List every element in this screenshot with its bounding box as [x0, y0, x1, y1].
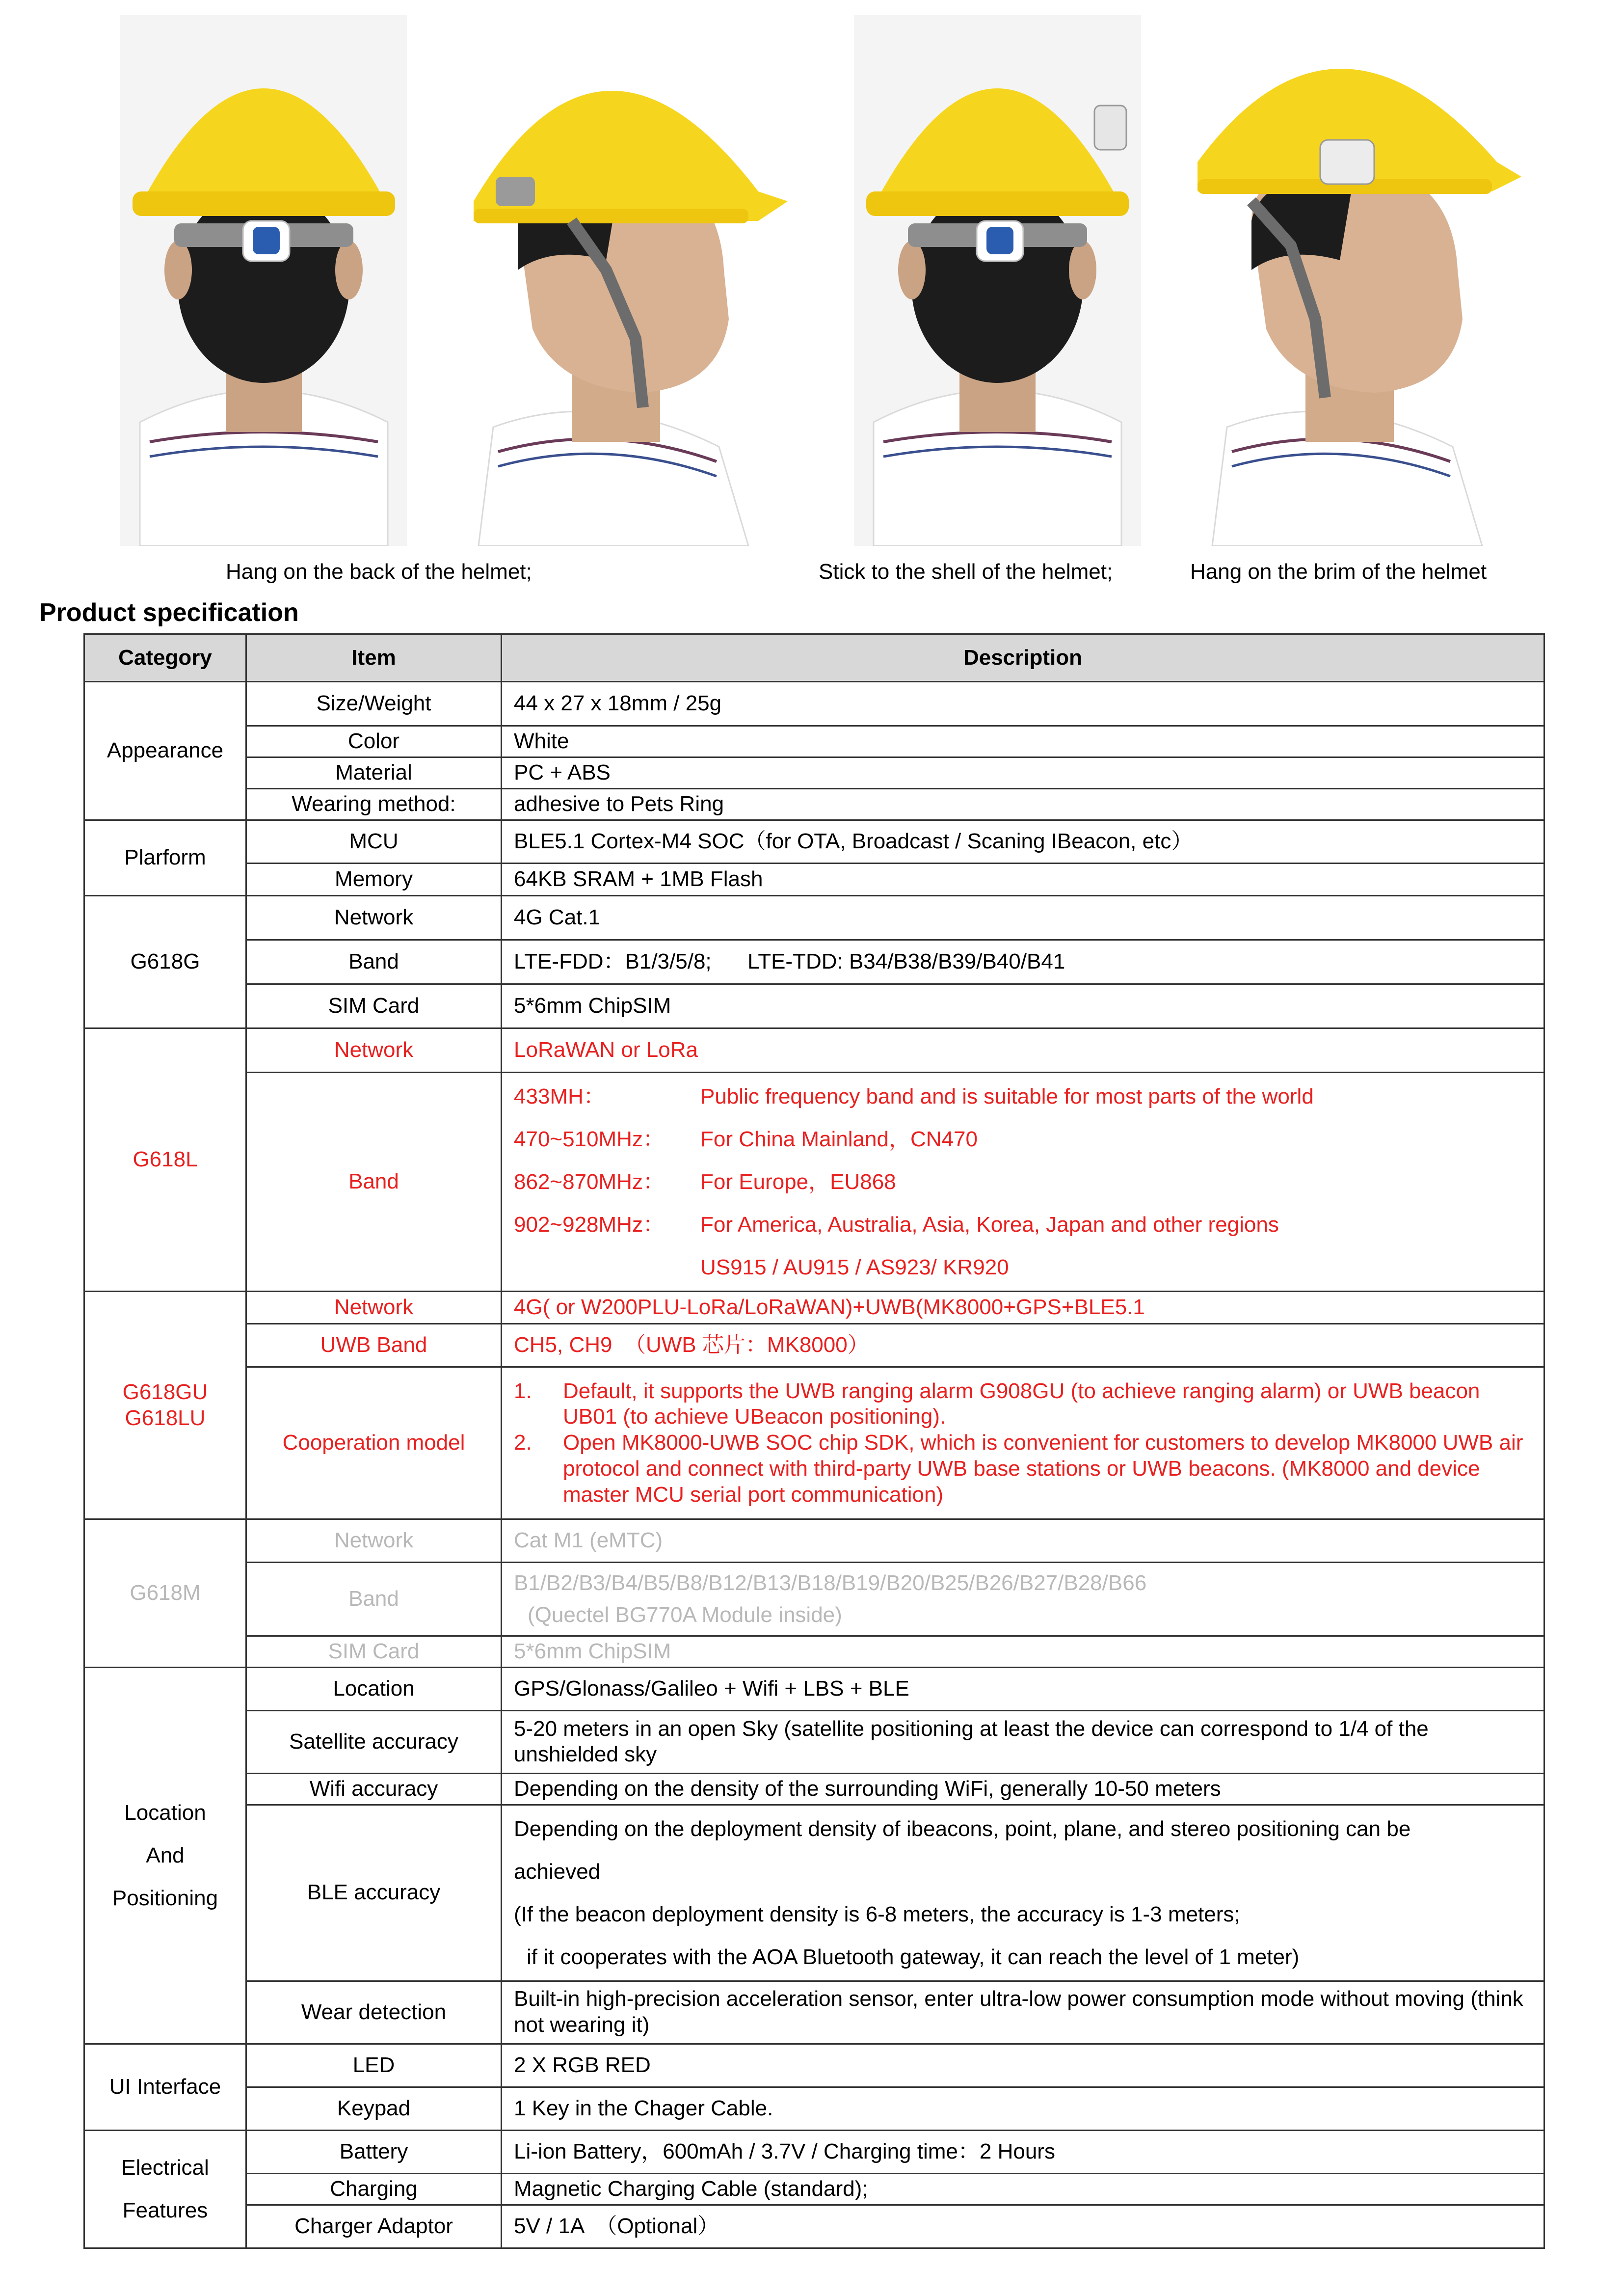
desc-cell: Depending on the density of the surrounding WiFi, generally 10-50 meters	[502, 1773, 1544, 1805]
band-text: Public frequency band and is suitable for most parts of the world	[700, 1084, 1314, 1108]
band-frequency: 902~928MHz：	[514, 1213, 665, 1237]
list-number: 2.	[514, 1431, 532, 1455]
category-location	[84, 1667, 246, 2044]
item-cell: SIM Card	[246, 1636, 502, 1668]
list-item	[514, 1430, 1532, 1508]
item-cell: SIM Card	[246, 984, 502, 1028]
helmet-photo-side-brim	[1178, 15, 1534, 546]
table-row	[84, 984, 1544, 1028]
item-cell: Color	[246, 726, 502, 757]
band-line	[514, 1203, 1532, 1246]
category-g618g: G618G	[84, 896, 246, 1028]
ble-line: (If the beacon deployment density is 6-8 meters, the accuracy is 1-3 meters;	[514, 1902, 1240, 1926]
band-frequency: 470~510MHz：	[514, 1127, 665, 1151]
desc-cell: LoRaWAN or LoRa	[502, 1028, 1544, 1073]
desc-cell: adhesive to Pets Ring	[502, 789, 1544, 820]
desc-cell: 5-20 meters in an open Sky (satellite positioning at least the device can correspond to 1/4 of the unshielded sky	[502, 1710, 1544, 1773]
table-row	[84, 1636, 1544, 1668]
desc-cell: Magnetic Charging Cable (standard);	[502, 2173, 1544, 2205]
desc-cell: 5*6mm ChipSIM	[502, 984, 1544, 1028]
desc-cell: CH5, CH9 （UWB 芯片：MK8000）	[502, 1324, 1544, 1367]
item-cell: Wear detection	[246, 1981, 502, 2044]
header-description: Description	[502, 634, 1544, 682]
list-item	[514, 1378, 1532, 1431]
band-text: For China Mainland，CN470	[700, 1127, 978, 1151]
desc-cell: Built-in high-precision acceleration sensor, enter ultra-low power consumption mode without moving (think not wearing it)	[502, 1981, 1544, 2044]
desc-cell: 4G( or W200PLU-LoRa/LoRaWAN)+UWB(MK8000+GPS+BLE5.1	[502, 1292, 1544, 1324]
band-desc-line: (Quectel BG770A Module inside)	[528, 1602, 842, 1627]
table-row	[84, 757, 1544, 789]
category-ui: UI Interface	[84, 2044, 246, 2130]
table-row	[84, 1073, 1544, 1292]
item-cell: Band	[246, 940, 502, 984]
ble-line: achieved	[514, 1859, 601, 1884]
item-cell: LED	[246, 2044, 502, 2087]
band-text: For America, Australia, Asia, Korea, Japan and other regions	[700, 1213, 1279, 1237]
item-cell: Size/Weight	[246, 682, 502, 726]
item-cell: Charger Adaptor	[246, 2205, 502, 2248]
category-g618m: G618M	[84, 1519, 246, 1668]
caption-back: Hang on the back of the helmet;	[226, 560, 532, 584]
helmet-photo-back-2	[854, 15, 1141, 546]
band-desc-line: B1/B2/B3/B4/B5/B8/B12/B13/B18/B19/B20/B25/B26/B27/B28/B66	[514, 1570, 1147, 1595]
item-cell: Battery	[246, 2130, 502, 2173]
spec-table	[83, 633, 1545, 2249]
table-row	[84, 789, 1544, 820]
list-text: Default, it supports the UWB ranging alarm G908GU (to achieve ranging alarm) or UWB beacon UB01 (to achieve UBeacon positioning).	[563, 1378, 1480, 1429]
category-electrical	[84, 2130, 246, 2248]
table-row	[84, 1367, 1544, 1519]
caption-brim: Hang on the brim of the helmet	[1190, 560, 1487, 584]
category-line: G618LU	[125, 1405, 206, 1430]
desc-cell: White	[502, 726, 1544, 757]
band-frequency: 862~870MHz：	[514, 1170, 665, 1194]
band-list	[502, 1073, 1544, 1292]
table-row	[84, 1773, 1544, 1805]
desc-cell: 2 X RGB RED	[502, 2044, 1544, 2087]
table-row	[84, 1981, 1544, 2044]
item-cell: MCU	[246, 820, 502, 864]
item-cell: Wearing method:	[246, 789, 502, 820]
table-row	[84, 1710, 1544, 1773]
table-row	[84, 726, 1544, 757]
table-row	[84, 940, 1544, 984]
category-g618l: G618L	[84, 1028, 246, 1292]
desc-cell: Cat M1 (eMTC)	[502, 1519, 1544, 1563]
coop-list	[502, 1367, 1544, 1519]
item-cell: Satellite accuracy	[246, 1710, 502, 1773]
table-row	[84, 1805, 1544, 1981]
desc-cell: 64KB SRAM + 1MB Flash	[502, 864, 1544, 896]
category-line: Location	[124, 1801, 206, 1825]
table-header-row	[84, 634, 1544, 682]
band-line	[514, 1118, 1532, 1161]
helmet-photo-back	[120, 15, 407, 546]
caption-shell: Stick to the shell of the helmet;	[819, 560, 1113, 584]
item-cell: UWB Band	[246, 1324, 502, 1367]
desc-cell	[502, 1563, 1544, 1636]
table-row	[84, 2044, 1544, 2087]
category-line: Positioning	[112, 1886, 218, 1911]
category-line: Electrical	[121, 2156, 209, 2180]
band-text: For Europe，EU868	[700, 1170, 896, 1194]
table-row	[84, 1028, 1544, 1073]
table-row	[84, 896, 1544, 940]
item-cell: Cooperation model	[246, 1367, 502, 1519]
table-row	[84, 1324, 1544, 1367]
table-row	[84, 682, 1544, 726]
item-cell: Network	[246, 1292, 502, 1324]
table-row	[84, 2130, 1544, 2173]
band-extra: US915 / AU915 / AS923/ KR920	[700, 1255, 1009, 1279]
desc-cell: 5*6mm ChipSIM	[502, 1636, 1544, 1668]
ble-line: Depending on the deployment density of ibeacons, point, plane, and stereo positioning can be	[514, 1816, 1411, 1841]
table-row	[84, 1519, 1544, 1563]
item-cell: Memory	[246, 864, 502, 896]
header-item: Item	[246, 634, 502, 682]
table-row	[84, 2205, 1544, 2248]
band-frequency: 433MH：	[514, 1084, 605, 1108]
item-cell: Material	[246, 757, 502, 789]
helmet-photo-side-shell	[444, 15, 812, 546]
table-row	[84, 2087, 1544, 2130]
list-text: Open MK8000-UWB SOC chip SDK, which is convenient for customers to develop MK8000 UWB air protocol and connect with third-party UWB base stations or UWB beacons. (MK8000 and device master MCU serial port communication)	[563, 1431, 1523, 1507]
desc-cell: Li-ion Battery，600mAh / 3.7V / Charging time：2 Hours	[502, 2130, 1544, 2173]
ble-line: if it cooperates with the AOA Bluetooth gateway, it can reach the level of 1 meter)	[527, 1945, 1300, 1969]
category-platform: Plarform	[84, 820, 246, 896]
desc-cell: 5V / 1A （Optional）	[502, 2205, 1544, 2248]
header-category: Category	[84, 634, 246, 682]
section-title: Product specification	[39, 598, 299, 627]
list-number: 1.	[514, 1378, 532, 1403]
item-cell: Keypad	[246, 2087, 502, 2130]
category-appearance: Appearance	[84, 682, 246, 820]
desc-cell: 44 x 27 x 18mm / 25g	[502, 682, 1544, 726]
table-row	[84, 2173, 1544, 2205]
category-line: Features	[122, 2198, 208, 2223]
item-cell: Wifi accuracy	[246, 1773, 502, 1805]
item-cell: Band	[246, 1073, 502, 1292]
desc-cell	[502, 1805, 1544, 1981]
category-line: G618GU	[122, 1379, 208, 1404]
band-line	[514, 1075, 1532, 1118]
item-cell: Network	[246, 896, 502, 940]
desc-cell: LTE-FDD：B1/3/5/8; LTE-TDD: B34/B38/B39/B40/B41	[502, 940, 1544, 984]
item-cell: Network	[246, 1519, 502, 1563]
desc-cell: BLE5.1 Cortex-M4 SOC（for OTA, Broadcast / Scaning IBeacon, etc）	[502, 820, 1544, 864]
item-cell: Location	[246, 1667, 502, 1710]
desc-cell: PC + ABS	[502, 757, 1544, 789]
table-row	[84, 864, 1544, 896]
table-row	[84, 1667, 1544, 1710]
table-row	[84, 820, 1544, 864]
item-cell: Network	[246, 1028, 502, 1073]
table-row	[84, 1563, 1544, 1636]
desc-cell: GPS/Glonass/Galileo + Wifi + LBS + BLE	[502, 1667, 1544, 1710]
desc-cell: 1 Key in the Chager Cable.	[502, 2087, 1544, 2130]
item-cell: Band	[246, 1563, 502, 1636]
category-line: And	[146, 1843, 185, 1868]
category-g618gu	[84, 1292, 246, 1519]
desc-cell: 4G Cat.1	[502, 896, 1544, 940]
item-cell: Charging	[246, 2173, 502, 2205]
item-cell: BLE accuracy	[246, 1805, 502, 1981]
table-row	[84, 1292, 1544, 1324]
band-line	[514, 1161, 1532, 1203]
